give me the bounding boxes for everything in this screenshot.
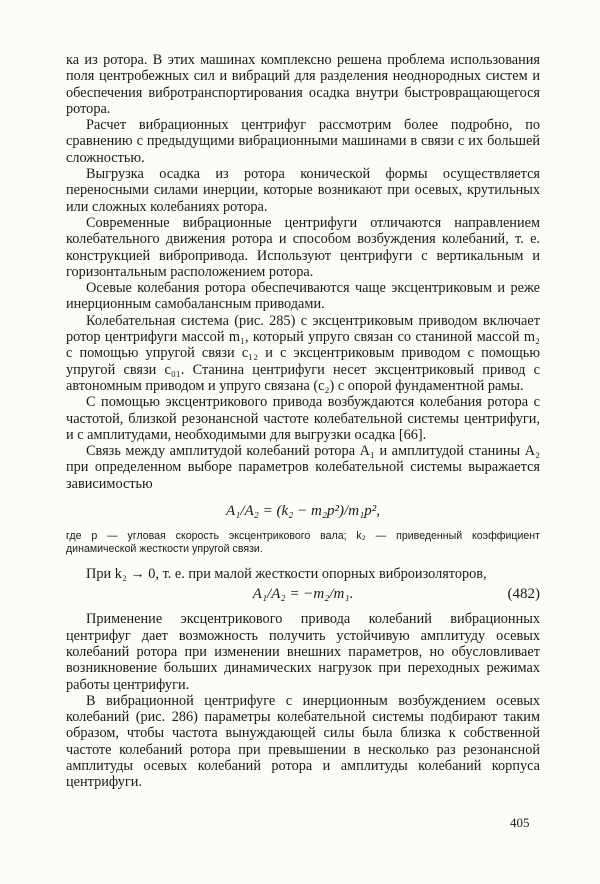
paragraph: При k₂ → 0, т. е. при малой жесткости опорных виброизоляторов, (86, 566, 487, 583)
paragraph: Применение эксцентрикового привода колебаний вибрационных центрифуг дает возможность получить устойчивую амплитуду осевых колебаний ротора при изменении внешних параметров, но обусловливает возникновение больших динамических нагрузок при переходных режимах работы центрифуги. (66, 611, 540, 693)
equation-number: (482) (507, 586, 540, 603)
paragraph: ка из ротора. В этих машинах комплексно решена проблема использования поля центробежных сил и вибраций для разделения неоднородных систем и обеспечения вибротранспортирования осадка внутри быстровращающегося ротора. (66, 52, 540, 117)
paragraph: С помощью эксцентрикового привода возбуждаются колебания ротора с частотой, близкой резонансной частоте колебательной системы центрифуги, и с амплитудами, необходимыми для выгрузки осадка [66]. (66, 394, 540, 443)
formula-amplitude-ratio (66, 502, 540, 520)
paragraph: Выгрузка осадка из ротора конической формы осуществляется переносными силами инерции, которые возникают при осевых, крутильных или сложных колебаниях ротора. (66, 166, 540, 215)
paragraph: Осевые колебания ротора обеспечиваются чаще эксцентриковым и реже инерционным самобалансным приводами. (66, 280, 540, 313)
formula-text: A₁/A₂ = −m₂/m₁. (252, 586, 354, 603)
paragraph: Колебательная система (рис. 285) с эксцентриковым приводом включает ротор центрифуги массой m₁, который упруго связан со станиной массой m₂ с помощью упругой связи c₁₂ и с эксцентриковым приводом с помощью упругой связи c₀₁. Станина центрифуги несет эксцентриковый привод с автономным приводом и упруго связана (c₂) с опорой фундаментной рамы. (66, 312, 540, 394)
paragraph: Расчет вибрационных центрифуг рассмотрим более подробно, по сравнению с предыдущими вибрационными машинами в связи с их большей сложностью. (66, 117, 540, 166)
paragraph: Современные вибрационные центрифуги отличаются направлением колебательного движения ротора и способом возбуждения колебаний, т. е. конструкцией вибропривода. Используют центрифуги с вертикальным и горизонтальным расположением ротора. (66, 214, 540, 280)
page-number: 405 (510, 815, 530, 830)
formula-note: где p — угловая скорость эксцентрикового вала; k₂ — приведенный коэффициент динамической жесткости упругой связи. (66, 530, 540, 556)
paragraph: В вибрационной центрифуге с инерционным возбуждением осевых колебаний (рис. 286) параметры колебательной системы подбирают таким образом, чтобы частота вынуждающей силы была близка к собственной частоте колебаний ротора при превышении в несколько раз резонансной амплитуды осевых колебаний ротора и амплитуды колебаний корпуса центрифуги. (66, 692, 540, 791)
page-body (66, 52, 540, 791)
formula-482 (66, 585, 540, 603)
formula-text: A₁/A₂ = (k₂ − m₂p²)/m₁p², (225, 503, 381, 520)
paragraph: Связь между амплитудой колебаний ротора A₁ и амплитудой станины A₂ при определенном выборе параметров колебательной системы выражается зависимостью (66, 443, 540, 492)
